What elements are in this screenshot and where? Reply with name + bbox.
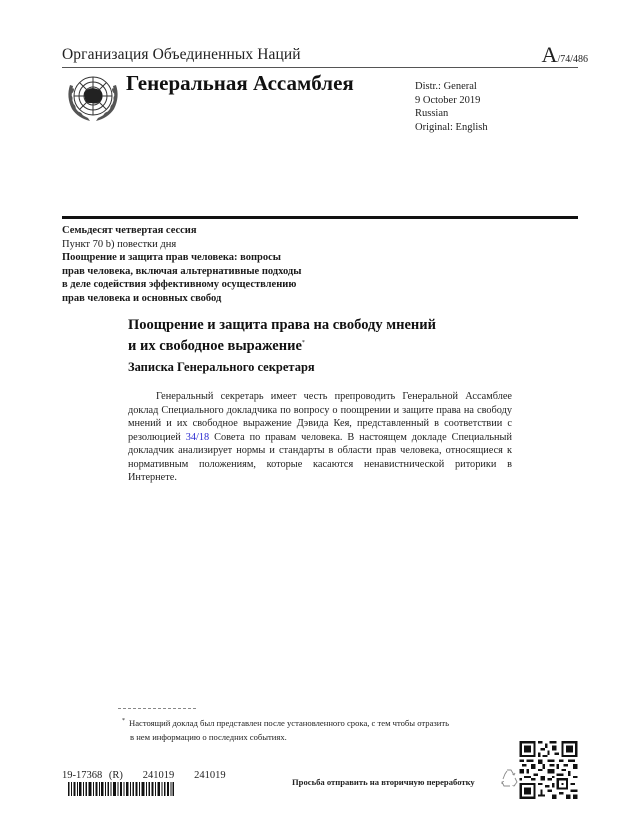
recycle-request: Просьба отправить на вторичную переработку [292,777,475,787]
session-rule [62,216,578,219]
title-line-2: и их свободное выражение [128,337,302,354]
footnote-separator [118,708,196,709]
footnote-line-2: в нем информацию о последних событиях. [130,731,287,742]
footnote-mark: * [122,718,125,724]
barcode-icon [68,782,174,796]
title-line-1: Поощрение и защита права на свободу мнений [128,317,436,333]
symbol-prefix: A [541,42,558,67]
distr-label: Distr.: General [415,81,477,92]
resolution-link[interactable]: 34/18 [185,431,210,443]
session-block [62,224,301,305]
agenda-line: прав человека, включая альтернативные подходы [62,265,302,277]
footnote-line-1: Настоящий доклад был представлен после установленного срока, с тем чтобы отразить [129,717,450,728]
body-text-part-2: Совета по правам человека. В настоящем докладе Специальный докладчик анализирует нормы и стандарты в области прав человека, относящиеся к нормативным положениям, которые касаются ненавистнической риторики в Интернете. [128,431,512,483]
title-footnote-mark[interactable]: * [301,340,305,346]
document-title [128,316,436,355]
session-title: Семьдесят четвертая сессия [62,225,197,236]
document-date: 9 October 2019 [415,94,481,106]
header-rule [62,67,578,68]
agenda-line: прав человека и основных свобод [62,292,222,304]
job-number: 19-17368 (R) 241019 241019 [62,770,226,781]
document-symbol [542,42,588,68]
qr-code-icon[interactable] [519,741,578,799]
un-emblem-icon [64,71,122,125]
body-paragraph [128,390,512,485]
agenda-item: Пункт 70 b) повестки дня [62,238,177,250]
agenda-line: Поощрение и защита прав человека: вопросы [62,252,281,263]
note-subtitle: Записка Генерального секретаря [128,360,315,374]
recycle-icon [499,767,519,789]
body-text-part-1: Генеральный секретарь имеет честь препроводить Генеральной Ассамблее доклад Специального докладчика по вопросу о поощрении и защите права на свободу мнений и их свободное выражение Дэвида Кея, представленный в соответствии с резолюцией [128,391,512,443]
footnote [122,714,502,744]
document-language: Russian [415,108,449,119]
distribution-block [415,80,488,134]
original-language: Original: English [415,121,488,133]
assembly-title: Генеральная Ассамблея [126,71,354,95]
symbol-suffix: /74/486 [557,54,588,65]
organization-name: Организация Объединенных Наций [62,46,301,63]
agenda-line: в деле содействия эффективному осуществлению [62,279,297,290]
